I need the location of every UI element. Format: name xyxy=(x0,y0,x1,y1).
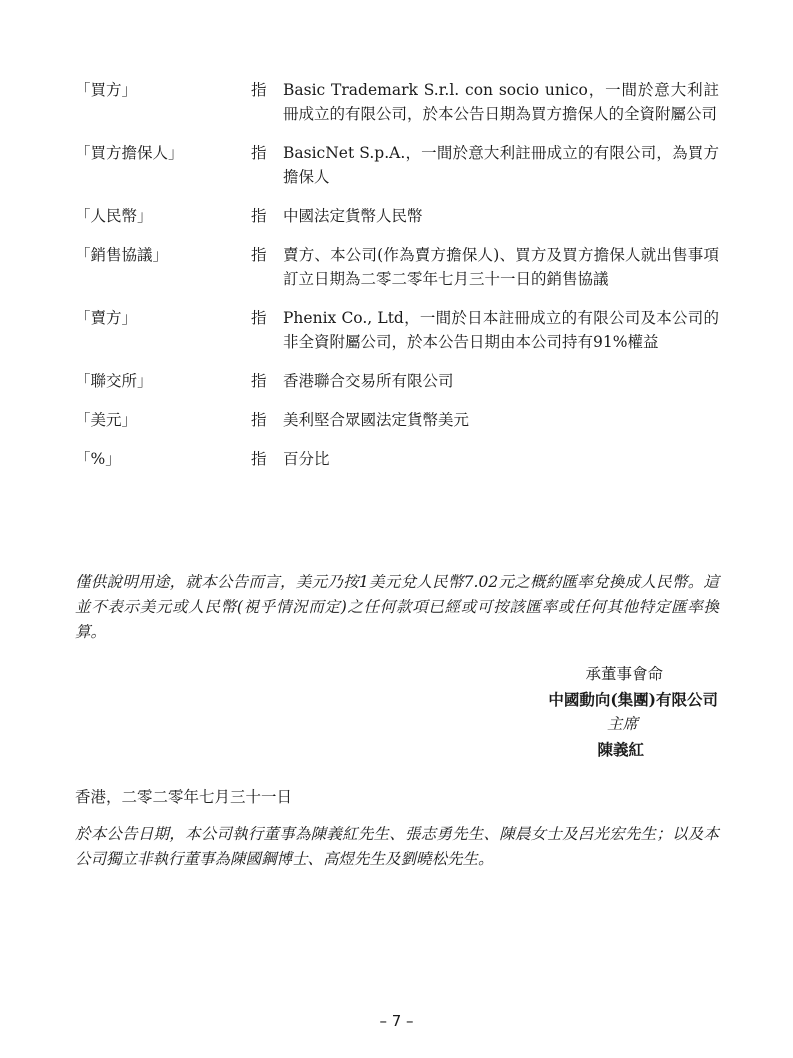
definition-desc: BasicNet S.p.A.，一間於意大利註冊成立的有限公司，為買方擔保人 xyxy=(283,144,719,186)
directors-note: 於本公告日期，本公司執行董事為陳義紅先生、張志勇先生、陳晨女士及呂光宏先生；以及本公司獨立非執行董事為陳國鋼博士、高煜先生及劉曉松先生。 xyxy=(75,825,719,868)
definition-row xyxy=(75,78,725,126)
definition-means: 指 xyxy=(251,309,267,327)
definition-row xyxy=(75,369,725,393)
definition-row xyxy=(75,243,725,291)
definition-means: 指 xyxy=(251,450,267,468)
definition-term: 「銷售協議」 xyxy=(75,246,169,264)
definition-means: 指 xyxy=(251,207,267,225)
definition-term: 「美元」 xyxy=(75,411,138,429)
signature-name: 陳義紅 xyxy=(597,740,644,759)
definition-row xyxy=(75,447,725,471)
definition-desc: Basic Trademark S.r.l. con socio unico，一間於意大利註冊成立的有限公司，於本公告日期為買方擔保人的全資附屬公司 xyxy=(283,81,719,123)
definition-means: 指 xyxy=(251,246,267,264)
definition-term: 「買方」 xyxy=(75,81,138,99)
signature-for-line: 承董事會命 xyxy=(585,665,663,683)
definition-term: 「%」 xyxy=(75,450,121,468)
definition-desc: Phenix Co., Ltd，一間於日本註冊成立的有限公司及本公司的非全資附屬公司，於本公告日期由本公司持有91%權益 xyxy=(283,309,719,351)
signature-company: 中國動向(集團)有限公司 xyxy=(548,690,718,709)
definition-desc: 美利堅合眾國法定貨幣美元 xyxy=(283,411,470,429)
definition-means: 指 xyxy=(251,81,267,99)
definition-row xyxy=(75,141,725,189)
definition-desc: 百分比 xyxy=(283,450,330,468)
definition-row xyxy=(75,408,725,432)
definition-row xyxy=(75,306,725,354)
page-number: – 7 – xyxy=(379,1012,414,1030)
signature-role: 主席 xyxy=(606,715,638,733)
place-date: 香港，二零二零年七月三十一日 xyxy=(75,788,293,806)
definitions-list xyxy=(75,78,725,486)
definition-term: 「賣方」 xyxy=(75,309,138,327)
definition-term: 「人民幣」 xyxy=(75,207,153,225)
signature-block xyxy=(418,662,718,762)
definition-desc: 中國法定貨幣人民幣 xyxy=(283,207,423,225)
definition-desc: 香港聯合交易所有限公司 xyxy=(283,372,454,390)
exchange-rate-note: 僅供說明用途，就本公告而言，美元乃按1美元兌人民幣7.02元之概約匯率兌換成人民幣。這並不表示美元或人民幣(視乎情況而定)之任何款項已經或可按該匯率或任何其他特定匯率換算。 xyxy=(75,573,719,641)
definition-row xyxy=(75,204,725,228)
definition-term: 「買方擔保人」 xyxy=(75,144,184,162)
definition-term: 「聯交所」 xyxy=(75,372,153,390)
definition-means: 指 xyxy=(251,372,267,390)
definition-means: 指 xyxy=(251,411,267,429)
definition-desc: 賣方、本公司(作為賣方擔保人)、買方及買方擔保人就出售事項訂立日期為二零二零年七月三十一日的銷售協議 xyxy=(283,246,719,288)
definition-means: 指 xyxy=(251,144,267,162)
